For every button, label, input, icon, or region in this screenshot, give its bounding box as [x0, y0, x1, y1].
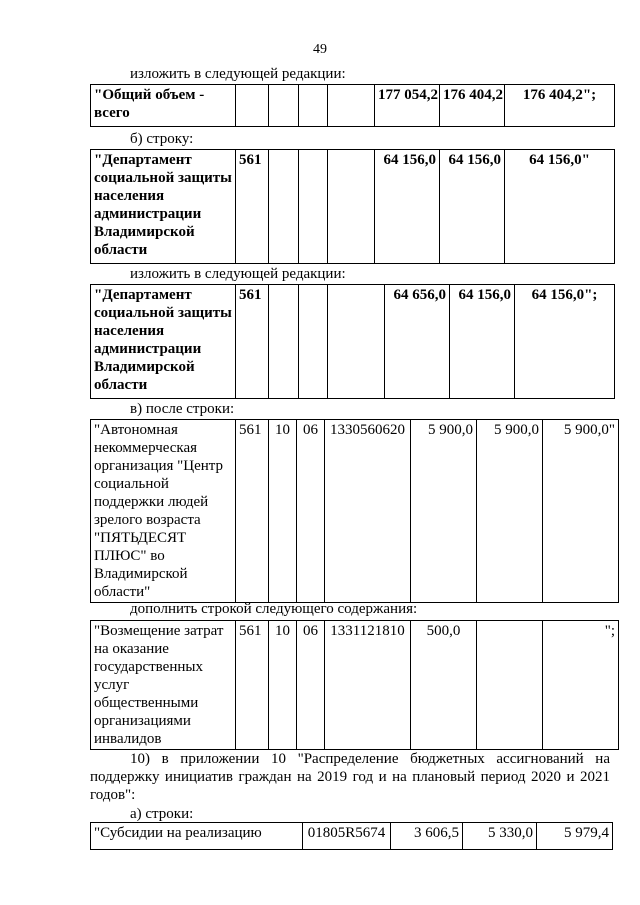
- table-anc-center: [90, 419, 619, 603]
- paragraph-10: 10) в приложении 10 "Распределение бюджетных ассигнований на поддержку инициатив граждан на 2019 год и на плановый период 2020 и 2021 годов":: [90, 751, 610, 803]
- instruction-a-rows: а) строки:: [130, 806, 194, 822]
- value-2021: 176 404,2";: [505, 85, 615, 127]
- instruction-add-row: дополнить строкой следующего содержания:: [130, 601, 418, 617]
- ministry-code: 561: [236, 150, 269, 264]
- ministry-code: 561: [236, 420, 269, 603]
- value-2019: 64 656,0: [385, 285, 450, 399]
- ministry-code: 561: [236, 285, 269, 399]
- row-name: "Субсидии на реализацию: [91, 823, 303, 850]
- subsection-code: 06: [297, 420, 325, 603]
- value-2019: 3 606,5: [391, 823, 463, 850]
- value-2020: 64 156,0: [440, 150, 505, 264]
- section-code: 10: [269, 621, 297, 750]
- value-2020: 5 330,0: [463, 823, 537, 850]
- target-article: 1331121810: [325, 621, 411, 750]
- instruction-c-after: в) после строки:: [130, 401, 235, 417]
- instruction-edit-1: изложить в следующей редакции:: [130, 66, 346, 82]
- value-2021: 5 900,0": [543, 420, 619, 603]
- table-subsidies: [90, 822, 613, 850]
- value-2019: 177 054,2: [375, 85, 440, 127]
- value-2019: 500,0: [411, 621, 477, 750]
- value-2021: ";: [543, 621, 619, 750]
- target-article: 1330560620: [325, 420, 411, 603]
- row-name: "Департамент социальной защиты населения администрации Владимирской области: [91, 150, 236, 264]
- table-compensation: [90, 620, 619, 750]
- value-2020: 5 900,0: [477, 420, 543, 603]
- instruction-b-row: б) строку:: [130, 131, 194, 147]
- value-2021: 5 979,4: [537, 823, 613, 850]
- table-total-volume: [90, 84, 615, 127]
- table-department-new: [90, 284, 615, 399]
- row-name: "Общий объем - всего: [91, 85, 236, 127]
- target-article: 01805R5674: [303, 823, 391, 850]
- value-2019: 64 156,0: [375, 150, 440, 264]
- value-2021: 64 156,0";: [515, 285, 615, 399]
- value-2020: 64 156,0: [450, 285, 515, 399]
- value-2019: 5 900,0: [411, 420, 477, 603]
- instruction-edit-2: изложить в следующей редакции:: [130, 266, 346, 282]
- section-code: 10: [269, 420, 297, 603]
- value-2020: 176 404,2: [440, 85, 505, 127]
- row-name: "Возмещение затрат на оказание государственных услуг общественными организациями инвалидов: [91, 621, 236, 750]
- table-department-old: [90, 149, 615, 264]
- ministry-code: 561: [236, 621, 269, 750]
- value-2021: 64 156,0": [505, 150, 615, 264]
- row-name: "Департамент социальной защиты населения администрации Владимирской области: [91, 285, 236, 399]
- page-number: 49: [313, 42, 327, 57]
- row-name: "Автономная некоммерческая организация "Центр социальной поддержки людей зрелого возраста "ПЯТЬДЕСЯТ ПЛЮС" во Владимирской области": [91, 420, 236, 603]
- subsection-code: 06: [297, 621, 325, 750]
